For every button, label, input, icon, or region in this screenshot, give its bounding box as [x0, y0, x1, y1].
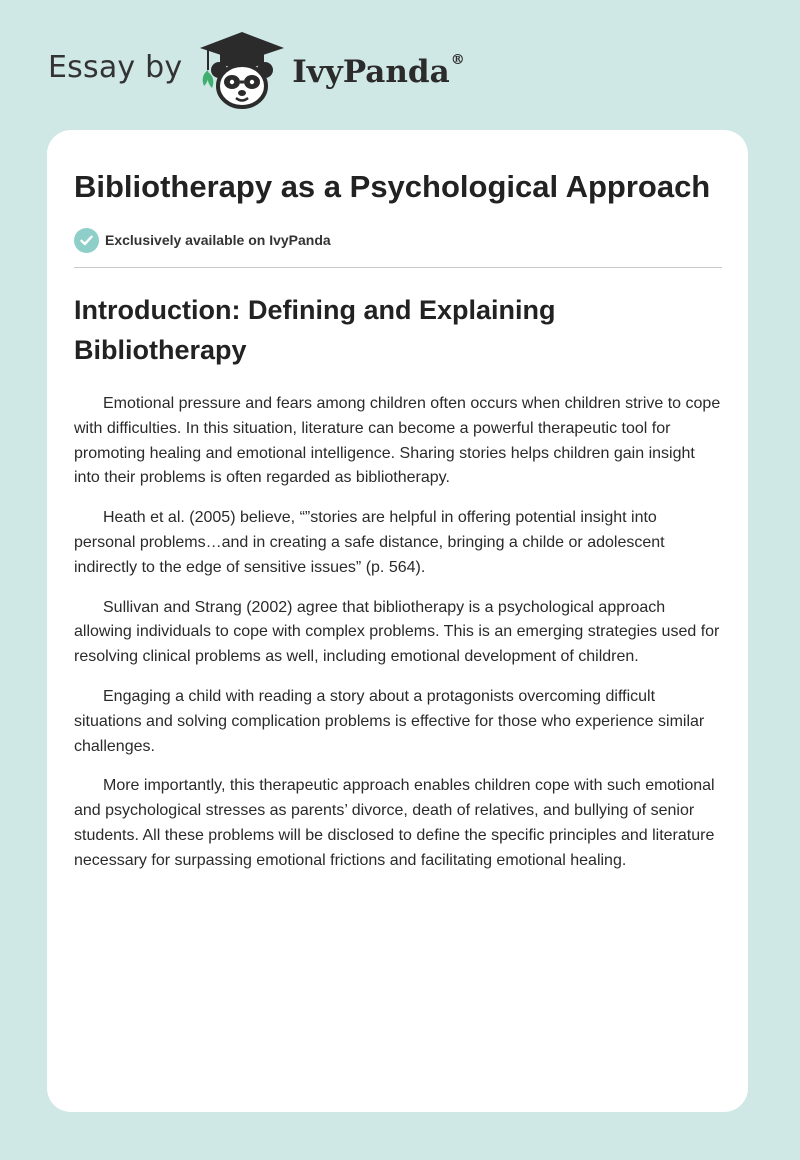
paragraph: More importantly, this therapeutic approach enables children cope with such emotional and psychological stresses as parents’ divorce, death of relatives, and bullying of senior students. All these problems will be disclosed to define the specific principles and literature necessary for surpassing emotional frictions and facilitating emotional healing.	[74, 777, 715, 869]
paragraph: Engaging a child with reading a story about a protagonists overcoming difficult situations and solving complication problems is effective for those who experience similar challenges.	[74, 687, 705, 755]
registered-mark: ®	[450, 52, 465, 68]
exclusive-badge	[74, 225, 722, 255]
brand-name[interactable]: IvyPanda®	[292, 52, 465, 90]
divider	[74, 267, 722, 268]
essay-body	[74, 392, 722, 874]
paragraph: Emotional pressure and fears among children often occurs when children strive to cope with difficulties. In this situation, literature can become a powerful therapeutic tool for promoting healing and emotional intelligence. Sharing stories helps children gain insight into their problems is often regarded as bibliotherapy.	[74, 395, 721, 487]
panda-graduate-icon[interactable]	[196, 30, 288, 110]
section-title: Introduction: Defining and Explaining Bibliotherapy	[74, 295, 556, 365]
exclusive-badge-text: Exclusively available on IvyPanda	[105, 232, 331, 248]
paragraph: Heath et al. (2005) believe, “”stories are helpful in offering potential insight into personal problems…and in creating a safe distance, bringing a childe or adolescent indirectly to the edge of sensitive issues” (p. 564).	[74, 509, 665, 576]
paragraph: Sullivan and Strang (2002) agree that bibliotherapy is a psychological approach allowing individuals to cope with complex problems. This is an emerging strategies used for resolving clinical problems as well, including emotional development of children.	[74, 598, 720, 666]
essay-by-label: Essay by	[48, 49, 183, 85]
check-circle-icon	[74, 228, 99, 253]
site-header	[48, 30, 748, 110]
page-title: Bibliotherapy as a Psychological Approach	[74, 169, 711, 204]
essay-card	[47, 130, 748, 1112]
